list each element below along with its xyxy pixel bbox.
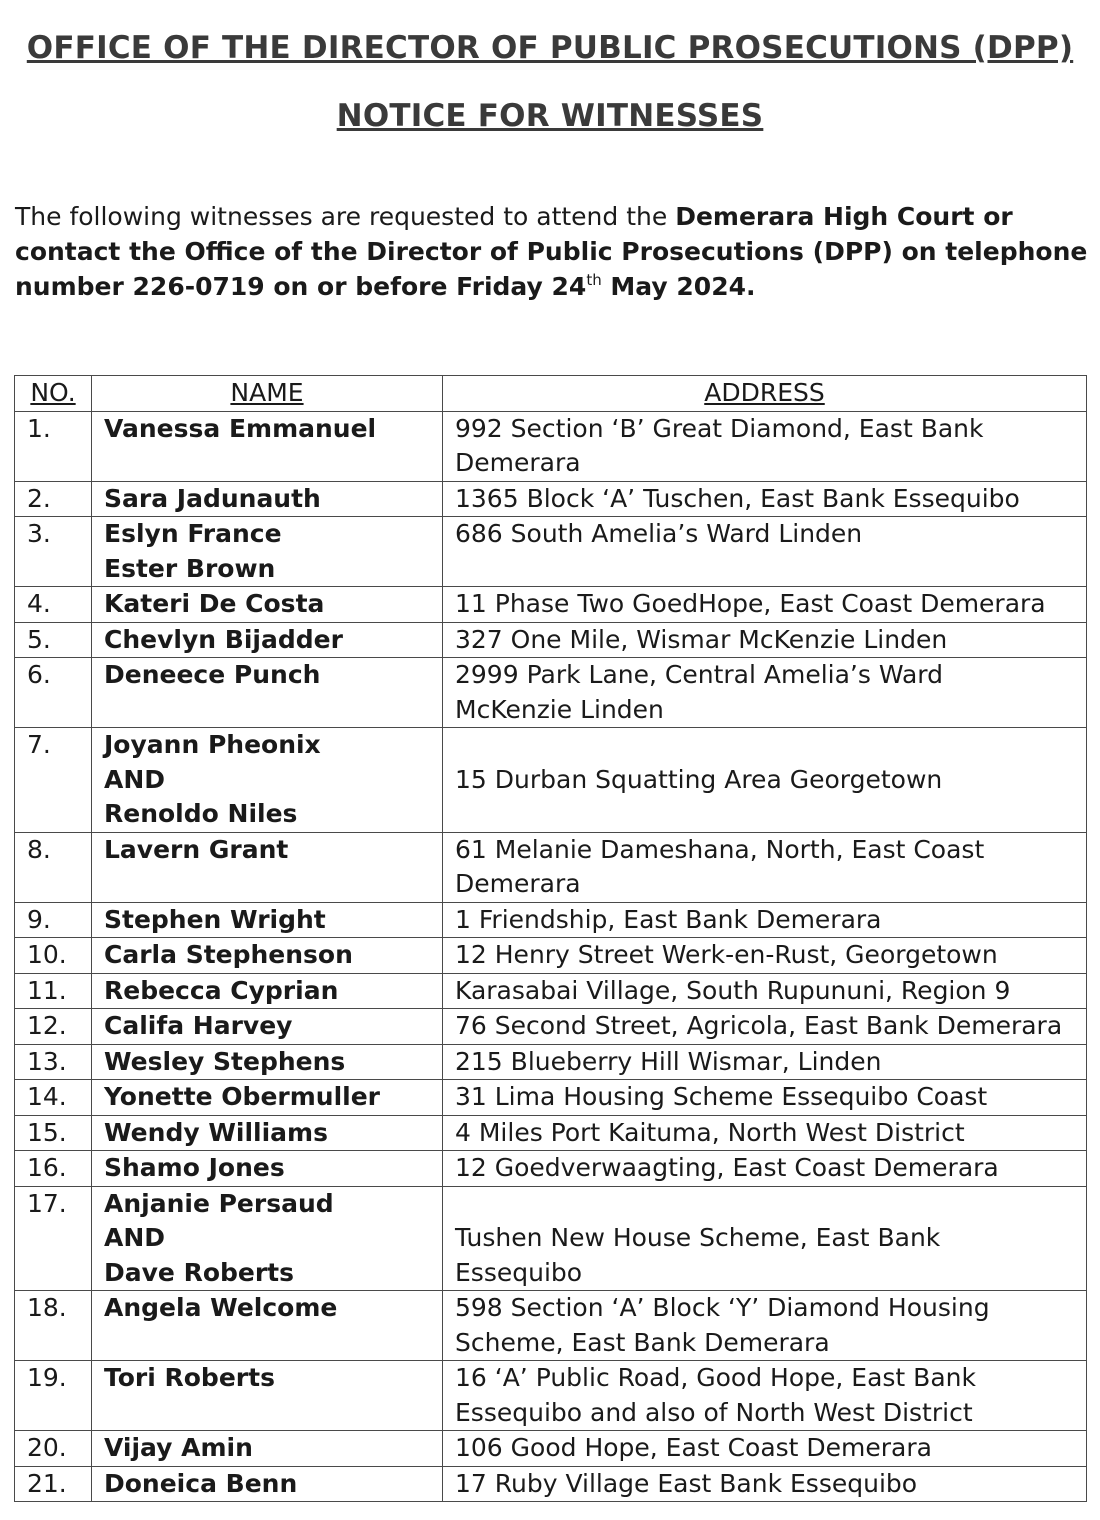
witness-name-cell: [92, 728, 443, 833]
witness-address-line: Demerara: [455, 448, 581, 477]
table-row: [15, 1115, 1087, 1151]
row-number: 3.: [15, 517, 92, 587]
witness-table: [14, 375, 1087, 1502]
witness-name: Eslyn France: [104, 519, 282, 548]
table-row: [15, 658, 1087, 728]
witness-address-line: 4 Miles Port Kaituma, North West District: [455, 1117, 965, 1147]
witness-address-line: 31 Lima Housing Scheme Essequibo Coast: [455, 1082, 988, 1111]
witness-address-cell: [443, 1044, 1087, 1080]
witness-name: Lavern Grant: [104, 834, 289, 864]
table-row: [15, 902, 1087, 938]
witness-address-cell: [443, 902, 1087, 938]
witness-address-line: Essequibo: [455, 1257, 583, 1287]
witness-name: Renoldo Niles: [104, 799, 298, 828]
witness-address-cell: [443, 938, 1087, 974]
row-number: 2.: [15, 481, 92, 517]
witness-name-cell: [92, 1431, 443, 1467]
table-row: [15, 1080, 1087, 1116]
row-number: 15.: [15, 1115, 92, 1151]
table-row: [15, 622, 1087, 658]
witness-name-cell: [92, 517, 443, 587]
witness-address-line: 11 Phase Two GoedHope, East Coast Demerara: [455, 589, 1046, 618]
witness-name: Tori Roberts: [104, 1363, 275, 1392]
witness-address-cell: [443, 587, 1087, 623]
witness-address-line: 106 Good Hope, East Coast Demerara: [455, 1433, 932, 1462]
table-row: [15, 1009, 1087, 1045]
witness-address-line: Scheme, East Bank Demerara: [455, 1327, 830, 1357]
witness-rows: [15, 411, 1087, 1502]
witness-address-line: 686 South Amelia’s Ward Linden: [455, 519, 863, 548]
row-number: 5.: [15, 622, 92, 658]
witness-name: Wendy Williams: [104, 1117, 328, 1147]
row-number: 20.: [15, 1431, 92, 1467]
witness-address-cell: [443, 1431, 1087, 1467]
table-row: [15, 587, 1087, 623]
notice-subtitle: NOTICE FOR WITNESSES: [336, 98, 764, 134]
witness-address-cell: [443, 1080, 1087, 1116]
witness-name-cell: [92, 902, 443, 938]
table-header-row: [15, 376, 1087, 412]
intro-plain-text: The following witnesses are requested to attend the: [15, 202, 676, 231]
witness-name: Kateri De Costa: [104, 589, 325, 618]
witness-name-cell: [92, 938, 443, 974]
witness-address-cell: [443, 1361, 1087, 1431]
witness-name-cell: [92, 1291, 443, 1361]
witness-address-cell: [443, 1466, 1087, 1502]
witness-address-line: Karasabai Village, South Rupununi, Region 9: [455, 975, 1011, 1005]
row-number: 1.: [15, 411, 92, 481]
witness-address-line: 327 One Mile, Wismar McKenzie Linden: [455, 624, 948, 654]
witness-name: Shamo Jones: [104, 1153, 285, 1182]
intro-bold-text: Demerara High Court or contact the Office of the Director of Public Prosecutions (DPP) on telephone number 226-0719 on or before Friday 24: [15, 202, 1088, 301]
witness-name: Yonette Obermuller: [104, 1082, 381, 1111]
row-number: 21.: [15, 1466, 92, 1502]
witness-address-cell: [443, 1186, 1087, 1291]
witness-address-cell: [443, 1151, 1087, 1187]
row-number: 12.: [15, 1009, 92, 1045]
date-ordinal-suffix: th: [586, 271, 602, 289]
witness-name: Chevlyn Bijadder: [104, 624, 343, 654]
table-row: [15, 938, 1087, 974]
witness-name: Vijay Amin: [104, 1433, 253, 1462]
witness-name: Anjanie Persaud: [104, 1188, 334, 1218]
header-no: NO.: [15, 376, 92, 412]
witness-address-cell: [443, 517, 1087, 587]
witness-name-cell: [92, 1009, 443, 1045]
witness-address-cell: [443, 832, 1087, 902]
witness-address-cell: [443, 658, 1087, 728]
witness-address-cell: [443, 1009, 1087, 1045]
table-row: [15, 1361, 1087, 1431]
witness-address-cell: [443, 411, 1087, 481]
row-number: 14.: [15, 1080, 92, 1116]
row-number: 10.: [15, 938, 92, 974]
table-row: [15, 1186, 1087, 1291]
witness-name: Sara Jadunauth: [104, 483, 321, 513]
table-row: [15, 1151, 1087, 1187]
header-address: ADDRESS: [443, 376, 1087, 412]
witness-name-cell: [92, 1115, 443, 1151]
table-row: [15, 973, 1087, 1009]
table-row: [15, 1044, 1087, 1080]
witness-name-cell: [92, 1361, 443, 1431]
witness-address-line: 215 Blueberry Hill Wismar, Linden: [455, 1046, 882, 1076]
witness-name-cell: [92, 1186, 443, 1291]
row-number: 17.: [15, 1186, 92, 1291]
witness-address-line: Essequibo and also of North West District: [455, 1397, 973, 1427]
table-row: [15, 728, 1087, 833]
witness-name-cell: [92, 1044, 443, 1080]
witness-name: Wesley Stephens: [104, 1046, 346, 1076]
witness-name-cell: [92, 973, 443, 1009]
row-number: 16.: [15, 1151, 92, 1187]
table-row: [15, 517, 1087, 587]
witness-name: Dave Roberts: [104, 1257, 295, 1287]
witness-address-line: 15 Durban Squatting Area Georgetown: [455, 764, 943, 794]
witness-address-line: 1365 Block ‘A’ Tuschen, East Bank Essequibo: [455, 483, 1020, 513]
witness-name-cell: [92, 832, 443, 902]
witness-name-cell: [92, 587, 443, 623]
witness-name: Vanessa Emmanuel: [104, 413, 377, 443]
witness-address-line: 598 Section ‘A’ Block ‘Y’ Diamond Housing: [455, 1293, 990, 1322]
row-number: 19.: [15, 1361, 92, 1431]
intro-bold-date: May 2024.: [601, 272, 756, 301]
witness-name: Deneece Punch: [104, 660, 321, 689]
witness-name-cell: [92, 481, 443, 517]
witness-name: Carla Stephenson: [104, 940, 353, 969]
row-number: 7.: [15, 728, 92, 833]
witness-name: Joyann Pheonix: [104, 730, 321, 759]
table-row: [15, 1431, 1087, 1467]
row-number: 6.: [15, 658, 92, 728]
witness-name: Stephen Wright: [104, 904, 326, 934]
witness-address-line: 76 Second Street, Agricola, East Bank Demerara: [455, 1011, 1063, 1040]
witness-address-cell: [443, 973, 1087, 1009]
witness-name-cell: [92, 1466, 443, 1502]
witness-address-line: Tushen New House Scheme, East Bank: [455, 1223, 941, 1252]
witness-name: Angela Welcome: [104, 1293, 338, 1322]
witness-name-cell: [92, 411, 443, 481]
table-row: [15, 1291, 1087, 1361]
witness-name-cell: [92, 1151, 443, 1187]
witness-address-line: 1 Friendship, East Bank Demerara: [455, 904, 882, 934]
witness-name-cell: [92, 622, 443, 658]
header-name: NAME: [92, 376, 443, 412]
witness-name: Doneica Benn: [104, 1468, 298, 1498]
witness-name: Ester Brown: [104, 553, 276, 583]
witness-address-cell: [443, 481, 1087, 517]
row-number: 11.: [15, 973, 92, 1009]
witness-address-line: 17 Ruby Village East Bank Essequibo: [455, 1468, 918, 1498]
witness-address-line: McKenzie Linden: [455, 694, 664, 724]
witness-address-cell: [443, 1291, 1087, 1361]
row-number: 13.: [15, 1044, 92, 1080]
witness-name: AND: [104, 764, 166, 794]
table-row: [15, 1466, 1087, 1502]
witness-name-cell: [92, 1080, 443, 1116]
row-number: 18.: [15, 1291, 92, 1361]
witness-address-cell: [443, 1115, 1087, 1151]
witness-name-cell: [92, 658, 443, 728]
row-number: 4.: [15, 587, 92, 623]
intro-paragraph: [15, 199, 1090, 304]
witness-address-cell: [443, 622, 1087, 658]
witness-address-cell: [443, 728, 1087, 833]
witness-address-line: 2999 Park Lane, Central Amelia’s Ward: [455, 660, 944, 689]
witness-name: AND: [104, 1223, 166, 1252]
table-row: [15, 481, 1087, 517]
table-row: [15, 832, 1087, 902]
row-number: 9.: [15, 902, 92, 938]
witness-address-line: 992 Section ‘B’ Great Diamond, East Bank: [455, 413, 984, 443]
witness-address-line: 16 ‘A’ Public Road, Good Hope, East Bank: [455, 1363, 976, 1392]
row-number: 8.: [15, 832, 92, 902]
witness-address-line: Demerara: [455, 869, 581, 898]
witness-name: Rebecca Cyprian: [104, 975, 339, 1005]
page-title: OFFICE OF THE DIRECTOR OF PUBLIC PROSECUTIONS (DPP): [26, 30, 1074, 66]
table-row: [15, 411, 1087, 481]
witness-address-line: 61 Melanie Dameshana, North, East Coast: [455, 834, 985, 864]
witness-address-line: 12 Goedverwaagting, East Coast Demerara: [455, 1153, 999, 1182]
witness-address-line: 12 Henry Street Werk-en-Rust, Georgetown: [455, 940, 998, 969]
witness-name: Califa Harvey: [104, 1011, 293, 1040]
